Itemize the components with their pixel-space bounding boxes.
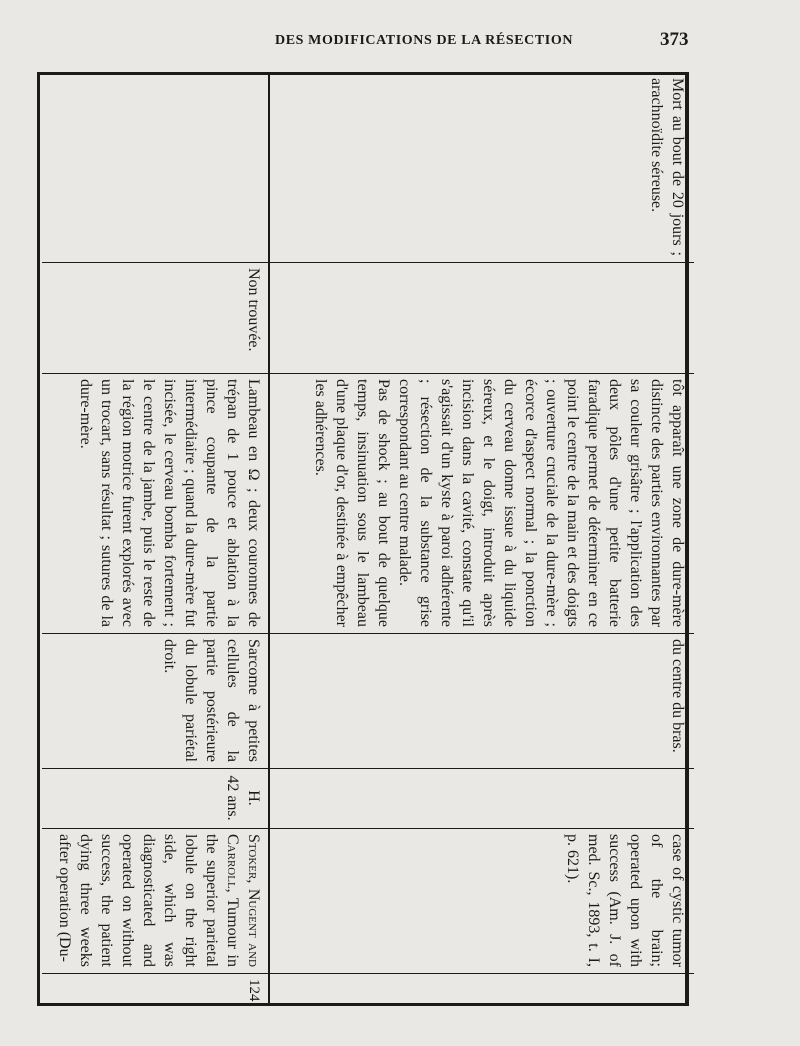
case-report: Tumour in the superior parietal lobule on the right side, which was diagnosticated and operated on without success, the patient dying three weeks after operation (Du- (56, 834, 241, 967)
diagnosis: du centre du bras. (669, 639, 686, 753)
case-author: Stoker, Nugent and Carroll, (224, 834, 262, 967)
table-row (268, 72, 694, 1006)
case-report-cell (42, 828, 270, 973)
autopsy (270, 262, 694, 373)
diagnosis: Sarcome à petites cellules de la partie postérieure du lobule pariétal droit. (161, 639, 262, 762)
age: 42 ans. (224, 775, 241, 821)
operation-cell (270, 373, 694, 633)
running-title: DES MODIFICATIONS DE LA RÉSECTION (275, 33, 574, 48)
operation-text: Lambeau en Ω ; deux couronnes de trépan de 1 pouce et ablation à la pince coupante de la partie intermédiaire ; quand la dure-mère fut incisée, le cerveau bomba fortement ; le centre de la jambe, puis le reste de la région motrice furent explorés avec un trocart, sans résultat ; sutures de la dure-mère. (77, 379, 262, 627)
autopsy: Non trouvée. (245, 268, 262, 352)
result (42, 72, 270, 262)
table-row (42, 72, 270, 1006)
case-report: case of cystic tumor of the brain; operated upon with success (Am. J. of med. Sc., 1893, t. I, p. 621). (564, 834, 686, 967)
sex-age (270, 768, 694, 828)
sex: H. (245, 790, 262, 806)
page-number: 373 (660, 29, 689, 50)
result: Mort au bout de 20 jours ; arachnoïdite séreuse. (648, 78, 686, 256)
operation-note: Pas de shock ; au bout de quelque temps, insinuation sous le lambeau d'une plaque d'or, destinée à empêcher les adhérences. (312, 379, 392, 627)
rotated-case-table (42, 72, 694, 1006)
case-number (270, 973, 694, 1006)
operation-text: tôt apparaît une zone de dure-mère distincte des parties environnantes par sa couleur grisâtre ; l'application des deux pôles d'une petite batterie faradique permet de déterminer en ce point le centre de la main et des doigts ; ouverture cruciale de la dure-mère ; écorce d'aspect normal ; la ponction du cerveau donne issue à du liquide séreux, et le doigt, introduit après incision dans la cavité, constate qu'il s'agissait d'un kyste à paroi adhérente ; résection de la substance grise correspondant au centre malade. (396, 379, 686, 627)
case-number: 124 (246, 979, 262, 1002)
sex-age-cell (42, 768, 270, 828)
